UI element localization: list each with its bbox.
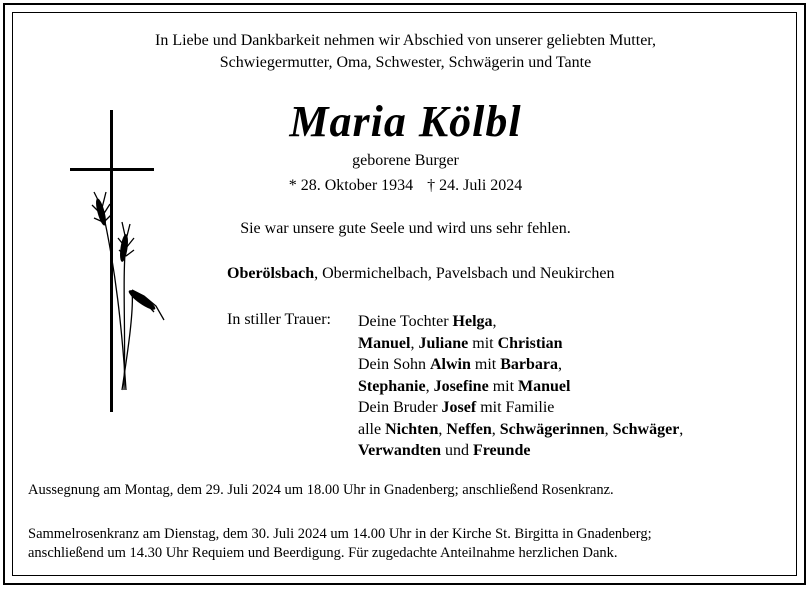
mourner-line: alle Nichten, Neffen, Schwägerinnen, Schwäger, [358,420,684,438]
place-home: Oberölsbach [227,265,315,282]
deceased-name: Maria Kölbl [289,97,522,146]
places-line [227,265,614,283]
blessing-notice: Aussegnung am Montag, dem 29. Juli 2024 um 18.00 Uhr in Gnadenberg; anschließend Rosenkranz. [28,482,614,498]
mourner-line: Stephanie, Josefine mit Manuel [358,377,571,395]
life-dates [0,177,811,195]
birth-date: * 28. Oktober 1934 [288,177,414,194]
intro-text [0,30,811,74]
place-others: , Obermichelbach, Pavelsbach und Neukirchen [314,265,615,282]
intro-line-1: In Liebe und Dankbarkeit nehmen wir Abschied von unserer geliebten Mutter, [155,32,656,49]
funeral-notice-line-2: anschließend um 14.30 Uhr Requiem und Beerdigung. Für zugedachte Anteilnahme herzlichen Dank. [28,545,618,561]
cross-wheat-icon [64,100,174,420]
memorial-quote: Sie war unsere gute Seele und wird uns sehr fehlen. [240,220,571,237]
mourner-line: Dein Sohn Alwin mit Barbara, [358,356,563,373]
mourning-label: In stiller Trauer: [227,311,331,328]
maiden-name: geborene Burger [352,152,459,169]
mourners-list [358,311,683,462]
funeral-notice [28,525,652,563]
mourner-line: Manuel, Juliane mit Christian [358,334,563,352]
mourner-line: Dein Bruder Josef mit Familie [358,399,555,416]
funeral-notice-line-1: Sammelrosenkranz am Dienstag, dem 30. Juli 2024 um 14.00 Uhr in der Kirche St. Birgitta in Gnadenberg; [28,526,652,542]
death-date: † 24. Juli 2024 [427,177,523,194]
mourner-line: Verwandten und Freunde [358,442,531,459]
intro-line-2: Schwiegermutter, Oma, Schwester, Schwägerin und Tante [219,54,592,71]
mourner-line: Deine Tochter Helga, [358,313,497,330]
